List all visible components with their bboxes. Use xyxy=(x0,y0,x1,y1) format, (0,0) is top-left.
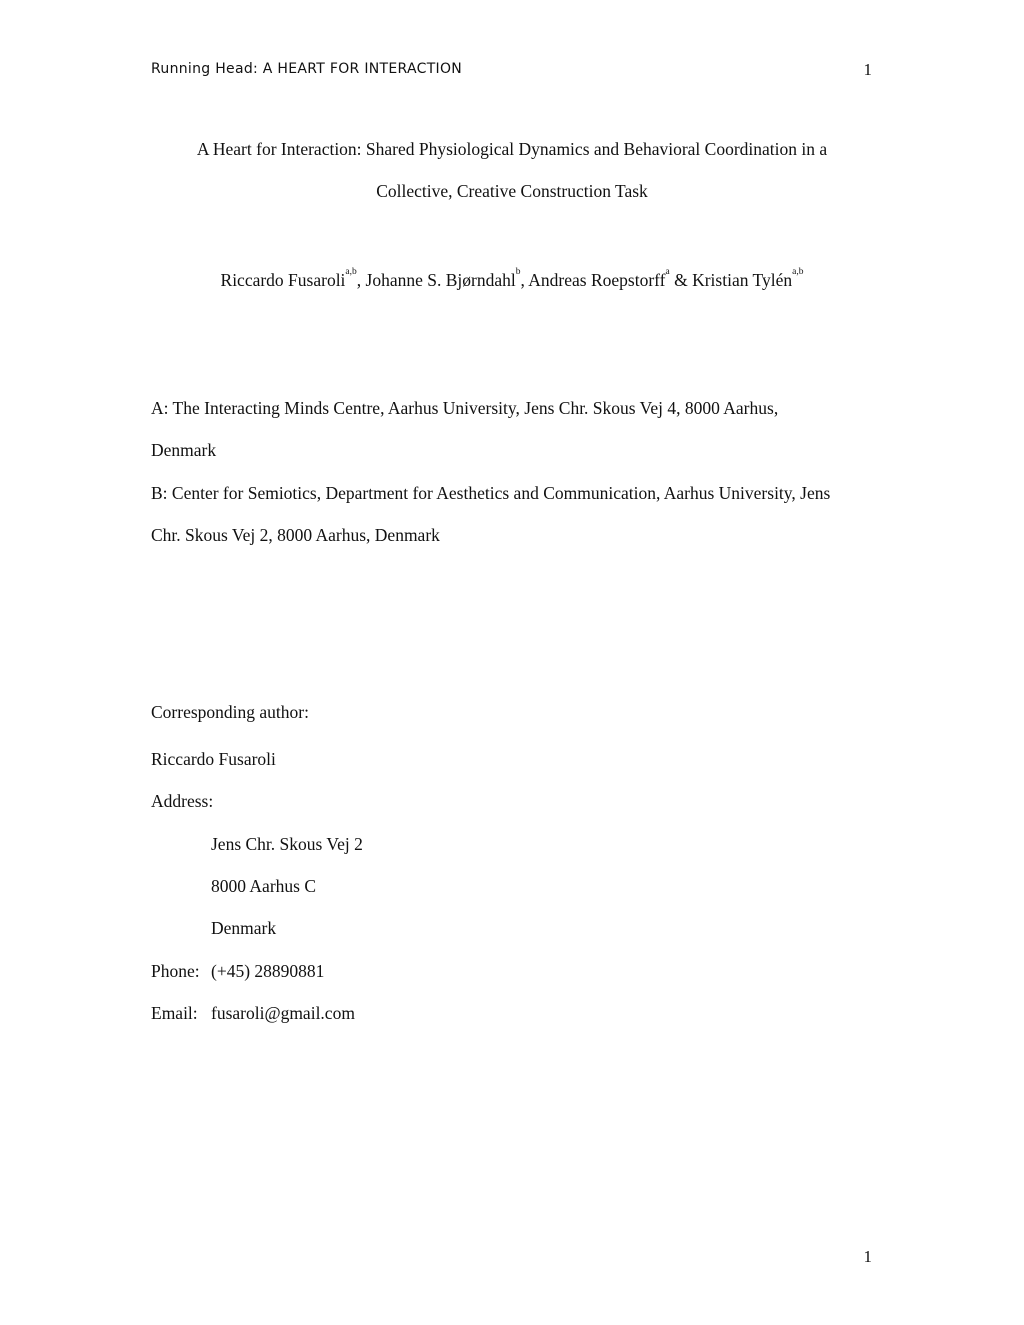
author-name: Johanne S. Bjørndahl xyxy=(365,270,516,290)
author-separator: , xyxy=(520,270,529,290)
address-label: Address: xyxy=(151,791,214,811)
author-separator: , xyxy=(356,270,366,290)
corresponding-author-heading: Corresponding author: xyxy=(151,702,309,722)
paper-title-line-1: A Heart for Interaction: Shared Physiological Dynamics and Behavioral Coordination in a xyxy=(196,139,828,159)
affiliation-a-line-1: A: The Interacting Minds Centre, Aarhus University, Jens Chr. Skous Vej 4, 8000 Aarhus, xyxy=(151,398,779,418)
page-number-top: 1 xyxy=(863,60,872,79)
author-affiliation: a,b xyxy=(345,267,357,277)
author-separator: & xyxy=(669,270,693,290)
author-affiliation: a,b xyxy=(792,267,804,277)
paper-title-line-2: Collective, Creative Construction Task xyxy=(376,181,648,201)
author-list xyxy=(0,267,1024,291)
author-name: Riccardo Fusaroli xyxy=(220,270,346,290)
author-name: Andreas Roepstorff xyxy=(528,270,666,290)
address-line-street: Jens Chr. Skous Vej 2 xyxy=(211,834,363,854)
affiliation-b-line-2: Chr. Skous Vej 2, 8000 Aarhus, Denmark xyxy=(151,525,440,545)
email-row xyxy=(151,1003,355,1024)
address-line-city: 8000 Aarhus C xyxy=(211,876,316,896)
author-affiliation: b xyxy=(515,267,521,277)
author-affiliation: a xyxy=(665,267,670,277)
phone-label: Phone: xyxy=(151,961,200,981)
page-number-bottom: 1 xyxy=(863,1247,872,1266)
affiliation-b-line-1: B: Center for Semiotics, Department for Aesthetics and Communication, Aarhus University, Jens xyxy=(151,483,831,503)
affiliation-a-line-2: Denmark xyxy=(151,440,217,460)
email-value: fusaroli@gmail.com xyxy=(211,1003,355,1023)
phone-row xyxy=(151,961,324,982)
corresponding-author-name: Riccardo Fusaroli xyxy=(151,749,276,769)
address-line-country: Denmark xyxy=(211,918,277,938)
email-label: Email: xyxy=(151,1003,198,1023)
running-head: Running Head: A HEART FOR INTERACTION xyxy=(151,61,463,77)
author-name: Kristian Tylén xyxy=(692,270,793,290)
phone-value: (+45) 28890881 xyxy=(211,961,325,981)
